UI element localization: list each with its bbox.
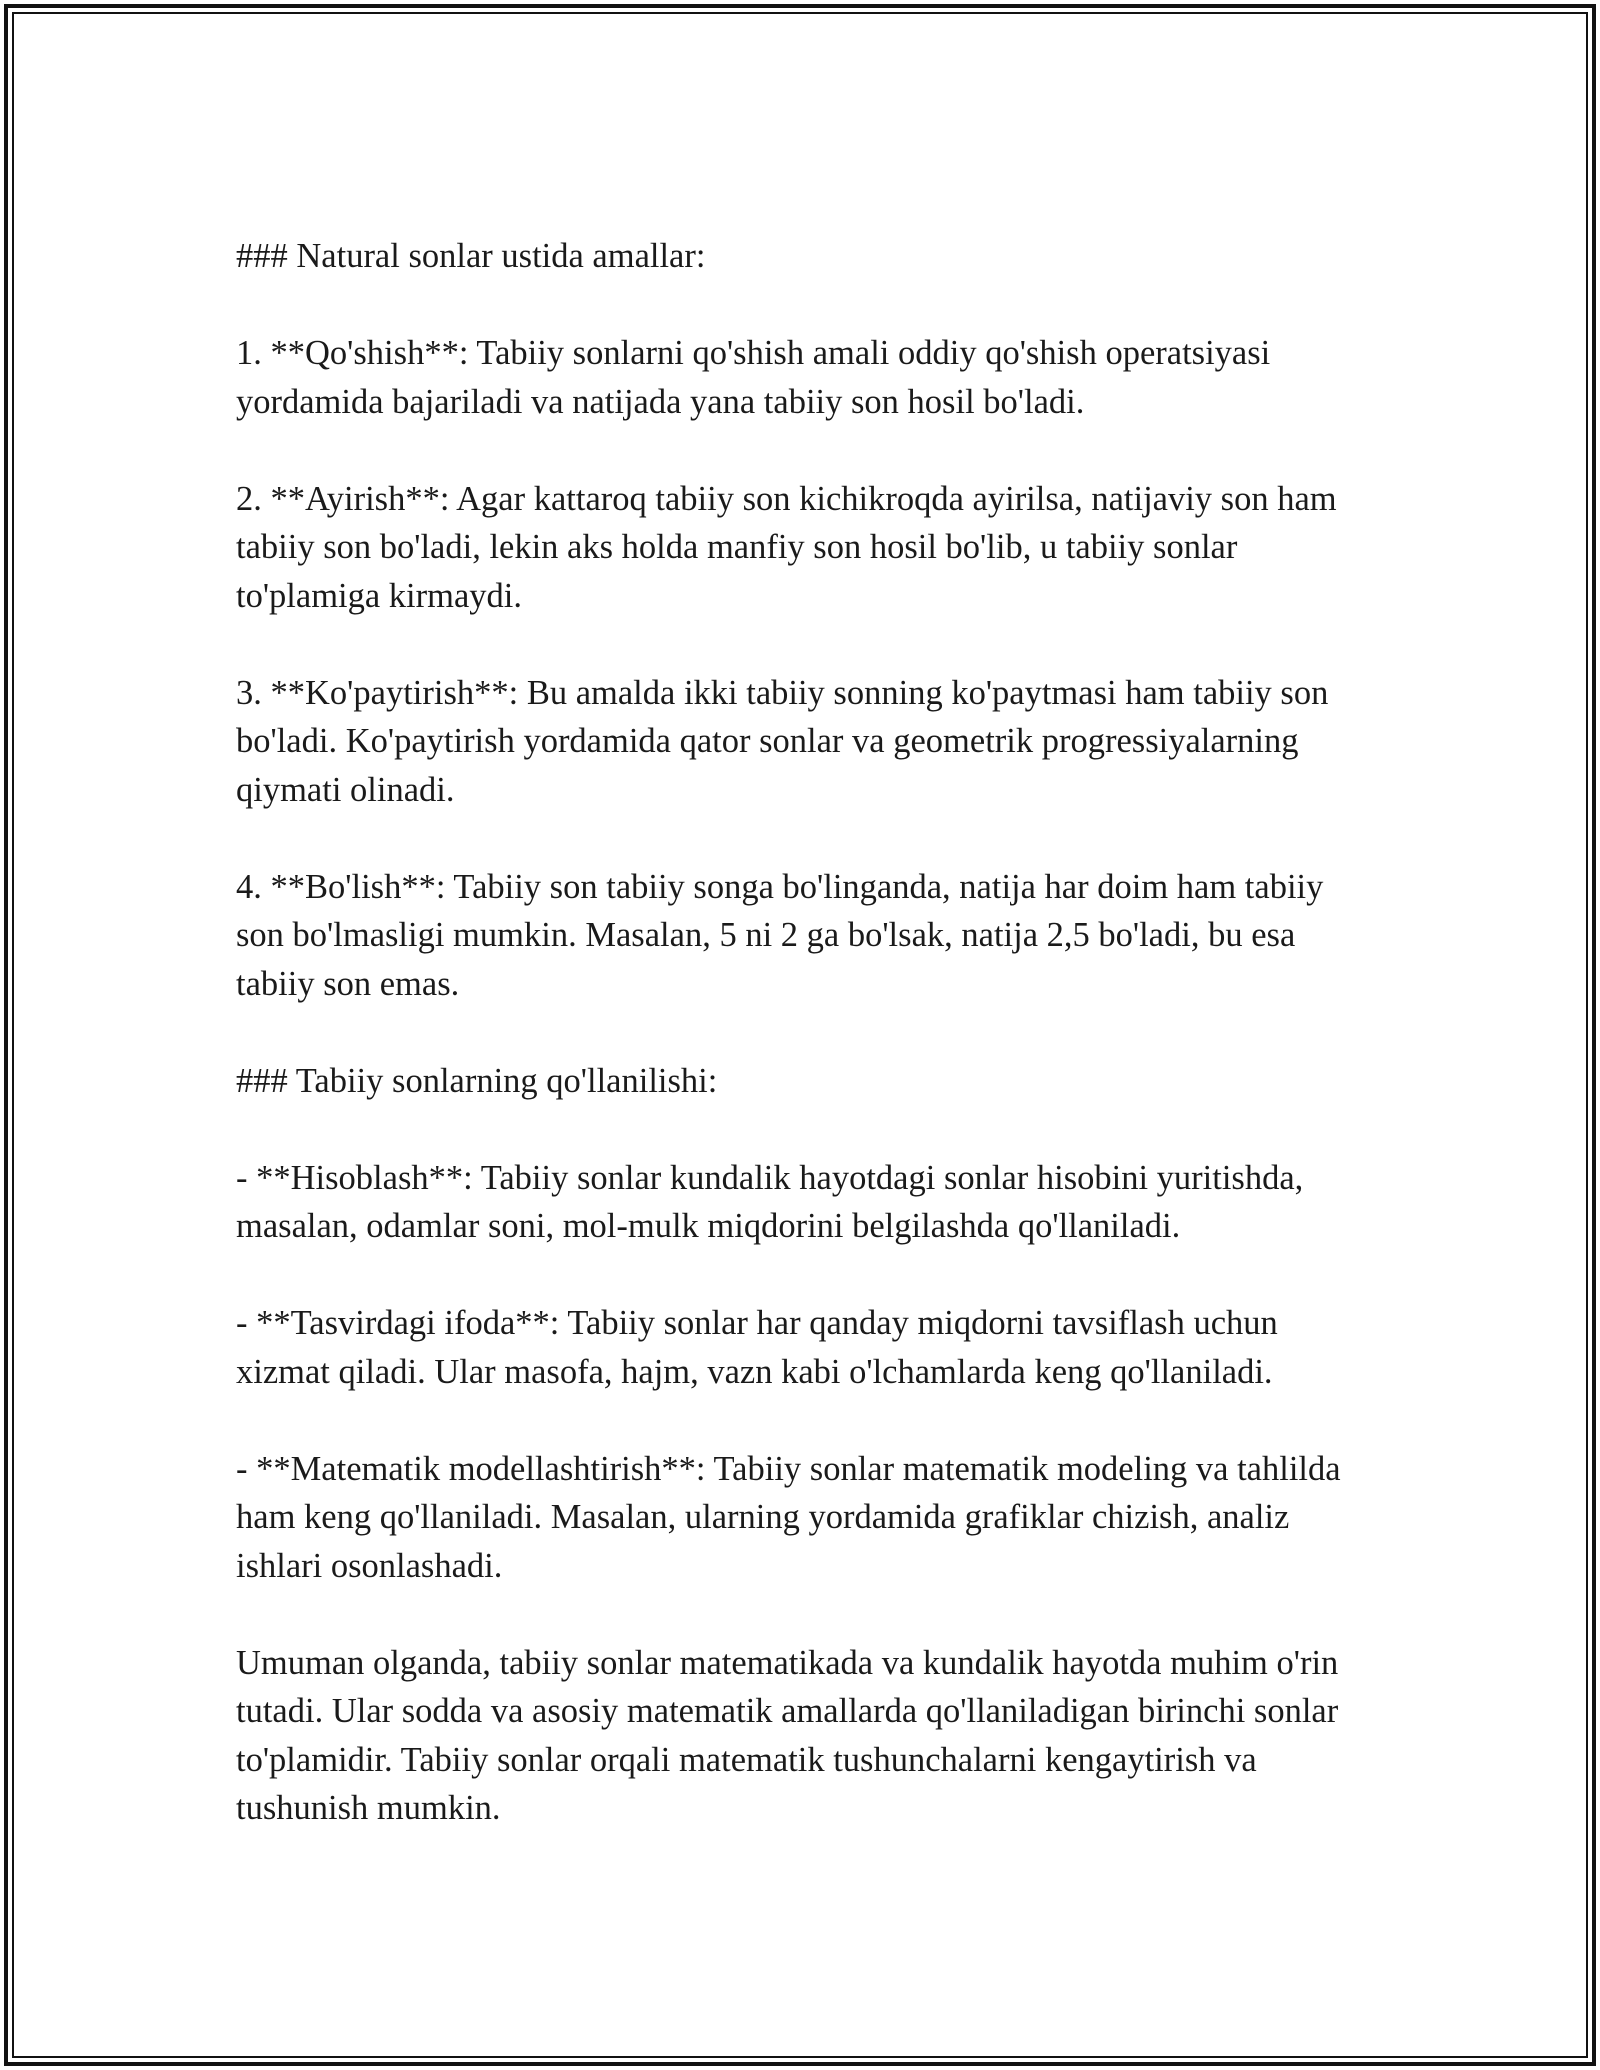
operation-division: 4. **Bo'lish**: Tabiiy son tabiiy songa bo'linganda, natija har doim ham tabiiy son bo'lmasligi mumkin. Masalan, 5 ni 2 ga bo'lsak, natija 2,5 bo'ladi, bu esa tabiiy son emas. <box>236 867 1324 1003</box>
operation-multiplication: 3. **Ko'paytirish**: Bu amalda ikki tabiiy sonning ko'paytmasi ham tabiiy son bo'ladi. Ko'paytirish yordamida qator sonlar va geometrik progressiyalarning qiymati olinadi. <box>236 673 1329 809</box>
operation-subtraction: 2. **Ayirish**: Agar kattaroq tabiiy son kichikroqda ayirilsa, natijaviy son ham tabiiy son bo'ladi, lekin aks holda manfiy son hosil bo'lib, u tabiiy sonlar to'plamiga kirmaydi. <box>236 479 1337 615</box>
application-counting: - **Hisoblash**: Tabiiy sonlar kundalik hayotdagi sonlar hisobini yuritishda, masalan, odamlar soni, mol-mulk miqdorini belgilashda qo'llaniladi. <box>236 1158 1304 1245</box>
document-body <box>236 232 1376 1833</box>
heading-applications: ### Tabiiy sonlarning qo'llanilishi: <box>236 1061 718 1100</box>
application-modeling: - **Matematik modellashtirish**: Tabiiy sonlar matematik modeling va tahlilda ham keng qo'llaniladi. Masalan, ularning yordamida grafiklar chizish, analiz ishlari osonlashadi. <box>236 1449 1341 1585</box>
heading-operations: ### Natural sonlar ustida amallar: <box>236 237 706 275</box>
operation-addition: 1. **Qo'shish**: Tabiiy sonlarni qo'shish amali oddiy qo'shish operatsiyasi yordamida bajariladi va natijada yana tabiiy son hosil bo'ladi. <box>236 334 1271 421</box>
application-description: - **Tasvirdagi ifoda**: Tabiiy sonlar har qanday miqdorni tavsiflash uchun xizmat qiladi. Ular masofa, hajm, vazn kabi o'lchamlarda keng qo'llaniladi. <box>236 1304 1278 1391</box>
conclusion-paragraph: Umuman olganda, tabiiy sonlar matematikada va kundalik hayotda muhim o'rin tutadi. Ular sodda va asosiy matematik amallarda qo'llaniladigan birinchi sonlar to'plamidir. Tabiiy sonlar orqali matematik tushunchalarni kengaytirish va tushunish mumkin. <box>236 1643 1339 1827</box>
